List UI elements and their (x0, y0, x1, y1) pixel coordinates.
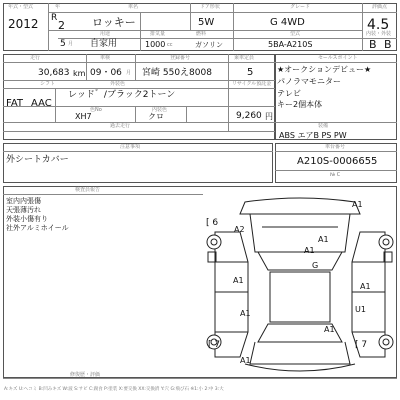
type-label: 型式 (290, 31, 301, 37)
recycle-value: 9,260 (236, 111, 262, 121)
notes-text: 外シートカバー (6, 155, 69, 165)
trans-value: FAT (6, 98, 24, 109)
mark-a1-left-rear: A1 (240, 309, 251, 318)
use-label: 用途 (100, 31, 111, 37)
mark-rear-left: [ 7 (208, 340, 221, 350)
notes-label: 注意事項 (120, 144, 141, 150)
plate-label: 登録番号 (170, 55, 191, 61)
equip-label: 装備 (318, 123, 329, 129)
mark-a1-rear: A1 (324, 325, 335, 334)
shift-label: 年 (55, 4, 61, 10)
recycle-label: リサイクル預託金 (232, 81, 272, 87)
mark-a1-front-right: A1 (352, 200, 363, 209)
chassis-vin: A210S-0006655 (297, 156, 378, 167)
year-label: 年式・型式 (8, 4, 34, 10)
int-color-value: クロ (148, 112, 164, 121)
mark-u1: U1 (355, 305, 366, 314)
seats-value: 5 (247, 67, 254, 78)
color-value: レッド゛/ブラック2トーン (68, 90, 176, 100)
mark-a1-windshield: A1 (304, 246, 315, 255)
fuel-label: 燃料 (196, 31, 207, 37)
recycle-unit: 円 (265, 112, 273, 121)
use-value: 自家用 (90, 39, 118, 49)
cc-value: 1000 (145, 40, 166, 49)
inspector-label: 検査員報告 (75, 187, 101, 193)
mileage-unit: km (73, 69, 86, 78)
int-ext-label: 内装・外装 (366, 31, 392, 37)
ac-value: AAC (31, 98, 52, 109)
sales-point-line-3: テレビ (277, 89, 301, 98)
equip-value: ABS エアB PS PW (279, 131, 347, 140)
shift-bottom-unit: 月 (68, 41, 74, 47)
inspect-label: 車検 (100, 55, 111, 61)
sales-point-line-4: キー2個本体 (277, 100, 323, 109)
mark-a1-right-door: A1 (360, 282, 371, 291)
chassis-sub: № C (330, 172, 341, 178)
type-value: 5BA-A210S (268, 40, 313, 49)
int-color-label: 内装色 (152, 107, 168, 113)
footer-legend: A:キズ U:ヘコミ B:凹みキズ W:波 S:サビ C:腐食 P:塗装 X:要交換 XX:交換済 Y:穴 G:飛び石 ※1:小 2:中 3:大 (4, 387, 224, 392)
cc-label: 排気量 (150, 31, 166, 37)
inspector-line-3: 外装小傷有り (6, 215, 48, 223)
sales-point-label: セールスポイント (318, 55, 358, 61)
inspector-line-4: 社外アルミホイール (6, 224, 69, 232)
footer-label: 修復歴・評価 (70, 372, 101, 378)
shift-top: R (51, 13, 58, 23)
mark-a1-rear-bottom: A1 (240, 356, 251, 365)
trans-label: シフト (40, 81, 56, 87)
inspect-value: 09・06 (90, 68, 122, 78)
model-value: ロッキー (92, 16, 136, 29)
plate-value: 宮崎 550え8008 (142, 68, 212, 78)
mileage-label: 走行 (30, 55, 41, 61)
mark-a1-left-door: A1 (233, 276, 244, 285)
maker-label: 車名 (128, 4, 139, 10)
inspect-unit: 月 (126, 70, 132, 76)
mark-g: G (312, 261, 319, 270)
chassis-label: 車台番号 (325, 144, 346, 150)
sales-point-line-2: パノラマモニター (277, 77, 341, 86)
score-label: 評価点 (372, 4, 388, 10)
inspector-line-2: 天張薄汚れ (6, 206, 41, 214)
seats-label: 乗車定員 (234, 55, 255, 61)
shift-bottom: 5 (60, 39, 66, 49)
fuel-value: ガソリン (195, 41, 223, 49)
shift-mid: 2 (58, 19, 65, 32)
mark-front-left: [ 6 (206, 218, 219, 228)
code-value: XH7 (75, 112, 92, 121)
color-label: 外装色 (110, 81, 126, 87)
mark-a2: A2 (234, 225, 245, 234)
doors-value: 5W (198, 17, 215, 28)
grade-label: グレード (290, 4, 311, 10)
int-score: B (369, 38, 377, 51)
doors-label: ドア形状 (200, 4, 220, 10)
code-label: 色No (90, 107, 102, 113)
mark-a1-hood: A1 (318, 235, 329, 244)
year-value: 2012 (8, 17, 39, 31)
score-value: 4.5 (367, 17, 390, 33)
mileage-value: 30,683 (38, 68, 70, 78)
ext-score: B (384, 38, 392, 51)
mark-rear-right: [ 7 (355, 340, 368, 350)
grade-value: G 4WD (270, 17, 305, 28)
inspector-line-1: 室内内張傷 (6, 197, 41, 205)
cc-unit: cc (167, 42, 173, 48)
past-label: 過去走行 (110, 123, 131, 129)
sales-point-line-1: ★オークションデビュー★ (277, 65, 372, 74)
